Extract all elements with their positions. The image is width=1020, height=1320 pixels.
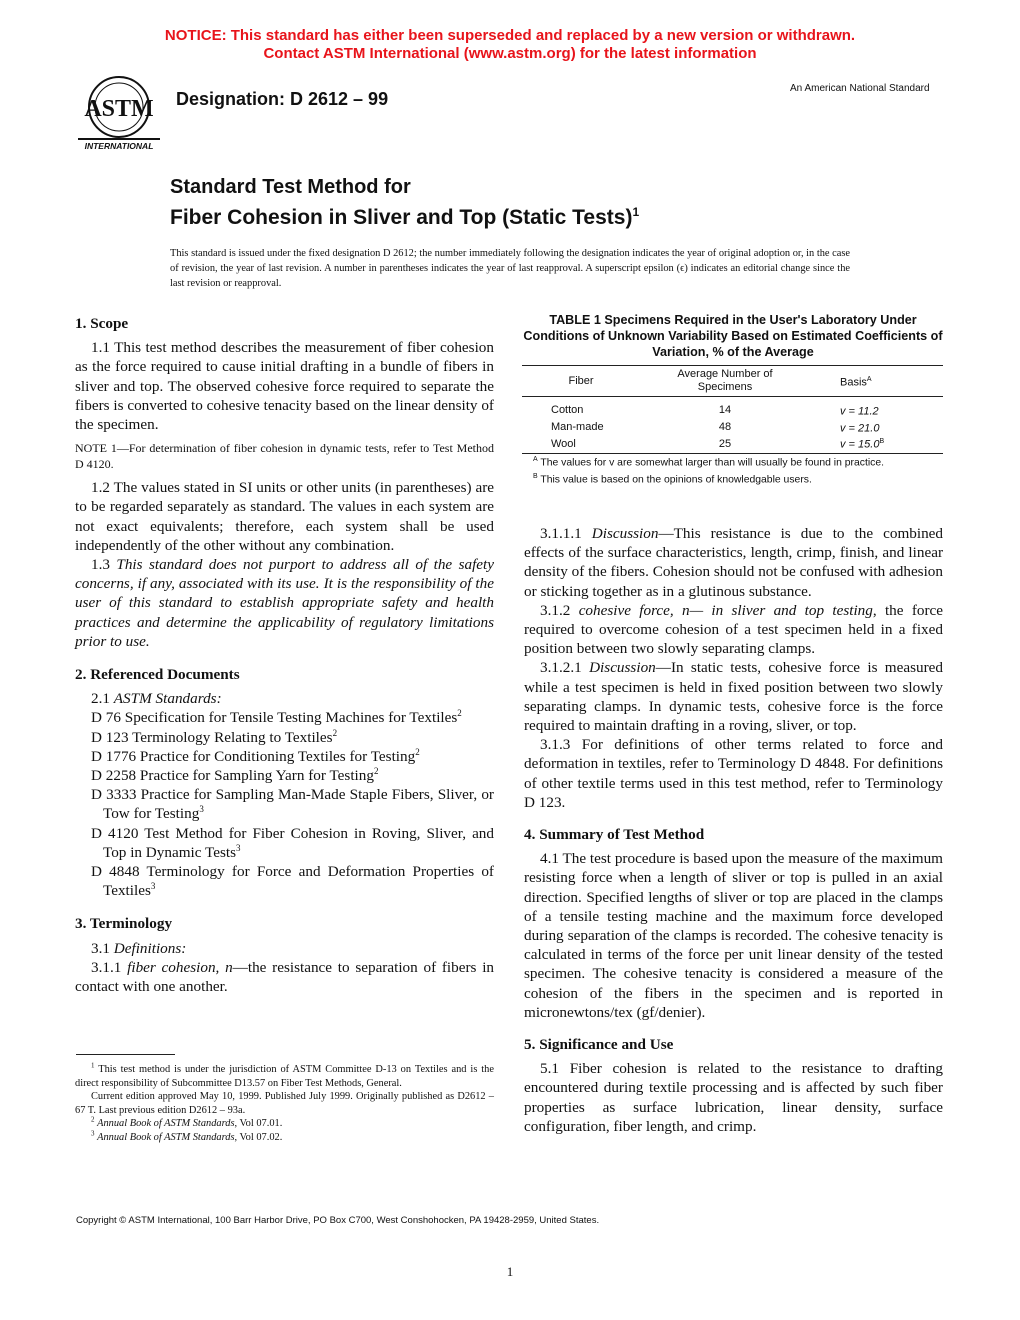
para-3-1-1-1	[524, 524, 943, 601]
col-header-basis	[810, 366, 943, 397]
left-column	[75, 314, 494, 996]
footnote-3	[75, 1131, 494, 1145]
designation: Designation: D 2612 – 99	[176, 89, 389, 109]
cell-basis-value: v = 21.0	[840, 422, 880, 435]
cell-basis	[810, 435, 943, 453]
footnote-3-book: Annual Book of ASTM Standards	[97, 1131, 235, 1143]
discussion-label: Discussion	[589, 659, 656, 677]
ref-text: D 1776 Practice for Conditioning Textiles for Testing	[91, 747, 416, 765]
ref-text: D 123 Terminology Relating to Textiles	[91, 728, 333, 746]
ref-sup: 2	[373, 766, 379, 776]
para-3-1-1-1-text: —This resistance is due to the combined effects of the surface characteristics, length, crimp, finish, and linear density of the fibers. Cohesion should not be confused with adhesion or sticking together as in a glutinous substance.	[524, 525, 943, 600]
table-1-notes	[533, 453, 884, 488]
cell-number: 48	[718, 420, 732, 433]
para-3-1-1-1-number: 3.1.1.1	[540, 525, 592, 542]
table-row	[522, 397, 943, 419]
para-3-1-2-1	[524, 658, 943, 735]
right-column	[524, 524, 943, 1136]
para-3-1-2-text: , the force required to overcome cohesion of a test specimen held in a fixed position between two slowly separating clamps.	[524, 601, 944, 658]
table-1	[522, 365, 943, 454]
cell-number: 25	[718, 437, 732, 450]
table-note-a	[533, 453, 884, 470]
cell-fiber: Man-made	[551, 420, 604, 433]
footnote-1-mark: 1	[91, 1061, 95, 1070]
section-4-heading: 4. Summary of Test Method	[524, 826, 705, 844]
term-cohesive-force: cohesive force, n— in sliver and top testing	[578, 601, 873, 619]
ref-sup: 3	[199, 804, 204, 815]
ref-sup: 2	[332, 727, 338, 738]
footnote-2-book: Annual Book of ASTM Standards	[97, 1118, 235, 1129]
para-1-3-number: 1.3	[91, 556, 117, 574]
national-standard-label: An American National Standard	[790, 83, 930, 94]
footnote-2	[75, 1117, 494, 1131]
col-header-number	[640, 366, 810, 397]
para-3-1-1-number: 3.1.1	[91, 958, 128, 976]
title-line-2	[170, 199, 639, 231]
cell-basis-value: v = 11.2	[840, 405, 879, 418]
col-header-fiber: Fiber	[568, 374, 594, 387]
cell-fiber: Cotton	[551, 404, 584, 417]
table-row	[522, 435, 943, 453]
ref-item	[75, 766, 494, 785]
cell-basis-value: v = 15.0	[840, 438, 880, 451]
table-note-a-text: The values for v are somewhat larger than will usually be found in practice.	[540, 457, 885, 469]
para-1-2: 1.2 The values stated in SI units or other units (in parentheses) are to be regarded separately as standard. The values in each system are not exact equivalents; therefore, each system shall be used independently of the other without any combination.	[75, 479, 494, 554]
para-3-1-1	[75, 958, 494, 996]
para-2-1-text: ASTM Standards:	[113, 690, 222, 708]
cell-basis	[810, 397, 943, 419]
para-5-1: 5.1 Fiber cohesion is related to the resistance to drafting encountered during textile processing and is affected by such fiber properties as surface lubrication, linear density, surface configuration, fiber length, and crimp.	[524, 1060, 943, 1135]
notice-line-1: NOTICE: This standard has either been superseded and replaced by a new version or withdrawn.	[164, 27, 856, 44]
cell-number: 14	[718, 404, 732, 417]
issuance-statement: This standard is issued under the fixed designation D 2612; the number immediately following the designation indicates the year of original adoption or, in the case of revision, the year of last revision. A number in parentheses indicates the year of last reapproval. A superscript epsilon (ϵ) indicates an editorial change since the last revision or reapproval.	[170, 248, 851, 289]
table-note-b-mark: B	[533, 473, 538, 481]
footnote-1-text: This test method is under the jurisdiction of ASTM Committee D-13 on Textiles and is the direct responsibility of Subcommittee D13.57 on Fiber Test Methods, General.	[75, 1064, 494, 1089]
para-3-1-2-1-text: —In static tests, cohesive force is measured while a test specimen is held in fixed position between two slowly separating clamps. In dynamic tests, cohesive force is the force required to maintain drafting in a roving, sliver, or top.	[524, 659, 944, 735]
title-line-1: Standard Test Method for	[170, 176, 411, 198]
astm-logo	[76, 74, 162, 152]
ref-sup: 3	[150, 881, 156, 892]
title-footnote-ref: 1	[632, 205, 640, 219]
table-1-caption	[522, 312, 944, 360]
table-note-b	[533, 470, 884, 487]
table-1-label: TABLE 1	[549, 313, 601, 327]
ref-text: D 4120 Test Method for Fiber Cohesion in Roving, Sliver, and Top in Dynamic Tests	[91, 824, 494, 861]
document-title	[170, 175, 639, 231]
ref-text: D 4848 Terminology for Force and Deformation Properties of Textiles	[91, 863, 494, 900]
ref-sup: 2	[457, 708, 462, 719]
para-3-1-3: 3.1.3 For definitions of other terms related to force and deformation in textiles, refer to Terminology D 4848. For definitions of other textile terms used in this test method, refer to Terminology D 123.	[524, 736, 943, 811]
section-5-heading: 5. Significance and Use	[524, 1036, 674, 1054]
footnote-2-mark: 2	[91, 1115, 95, 1124]
table-note-b-text: This value is based on the opinions of knowledgable users.	[540, 474, 812, 486]
para-2-1-number: 2.1	[91, 690, 114, 708]
ref-text: D 2258 Practice for Sampling Yarn for Testing	[91, 767, 374, 785]
footnote-3-mark: 3	[91, 1129, 95, 1138]
title-main: Fiber Cohesion in Sliver and Top (Static Tests)	[170, 206, 633, 229]
table-1-caption-text: Specimens Required in the User's Laboratory Under Conditions of Unknown Variability Based on Estimated Coefficients of Variation, % of the Average	[523, 313, 943, 359]
para-3-1-2	[524, 601, 943, 659]
para-2-1	[75, 689, 494, 708]
para-3-1-text: Definitions:	[113, 939, 187, 957]
footnote-1	[75, 1063, 494, 1090]
logo-wordmark: ASTM	[84, 96, 154, 122]
para-1-3-text: This standard does not purport to address all of the safety concerns, if any, associated with its use. It is the responsibility of the user of this standard to establish appropriate safety and health practices and determine the applicability of regulatory limitations prior to use.	[75, 556, 495, 650]
footnote-current-edition: Current edition approved May 10, 1999. Published July 1999. Originally published as D2612 – 67 T. Last previous edition D2612 – 93a.	[75, 1091, 494, 1116]
table-row	[522, 419, 943, 436]
logo-international: INTERNATIONAL	[84, 141, 154, 151]
section-2-heading: 2. Referenced Documents	[75, 666, 240, 684]
page-number: 1	[506, 1264, 514, 1279]
ref-item	[75, 785, 494, 823]
ref-text: D 3333 Practice for Sampling Man-Made Staple Fibers, Sliver, or Tow for Testing	[91, 786, 494, 823]
para-3-1-2-1-number: 3.1.2.1	[540, 659, 590, 677]
ref-sup: 3	[236, 842, 241, 853]
col-header-basis-text: Basis	[840, 376, 867, 389]
ref-item	[75, 824, 494, 862]
cell-fiber: Wool	[551, 437, 576, 450]
ref-item	[75, 862, 494, 900]
para-4-1: 4.1 The test procedure is based upon the measure of the maximum resisting force when a length of sliver or top is pulled in an axial direction. Specified lengths of sliver or top are placed in the clamps of a tensile testing machine and the maximum force developed during separation of the clamps is recorded. The cohesive tenacity is calculated in terms of the force per unit linear density of the tested specimen. The cohesive tenacity is considered a measure of the cohesion of the fibers in the specimen and is reported in micronewtons/tex (gf/denier).	[524, 850, 943, 1021]
ref-item	[75, 708, 494, 727]
footnotes	[75, 1063, 494, 1144]
ref-text: D 76 Specification for Tensile Testing Machines for Textiles	[91, 709, 458, 727]
table-note-a-mark: A	[533, 456, 538, 463]
col-header-number-text: Average Number of Specimens	[677, 368, 773, 393]
term-fiber-cohesion: fiber cohesion, n	[127, 958, 233, 976]
supersession-notice	[0, 27, 1020, 63]
cell-basis-sup: B	[879, 438, 885, 446]
discussion-label: Discussion	[591, 525, 659, 542]
section-1-heading: 1. Scope	[75, 315, 129, 332]
cell-basis	[810, 419, 943, 436]
para-1-3	[75, 555, 494, 651]
ref-item	[75, 747, 494, 766]
para-3-1	[75, 939, 494, 958]
para-3-1-1-text: —the resistance to separation of fibers in contact with one another.	[75, 958, 495, 996]
para-3-1-2-number: 3.1.2	[540, 601, 579, 619]
para-3-1-number: 3.1	[91, 939, 114, 957]
footnote-2-vol: , Vol 07.01.	[234, 1118, 283, 1129]
section-3-heading: 3. Terminology	[75, 915, 173, 933]
notice-line-2: Contact ASTM International (www.astm.org) for the latest information	[263, 45, 757, 62]
ref-item	[75, 728, 494, 747]
footnote-3-vol: , Vol 07.02.	[234, 1131, 283, 1143]
footnote-rule	[76, 1054, 175, 1055]
basis-note-mark: A	[866, 375, 872, 383]
ref-sup: 2	[415, 746, 420, 757]
para-1-1: 1.1 This test method describes the measurement of fiber cohesion as the force required to cause initial drafting in a bundle of fibers in sliver and top. The observed cohesive force required to separate the fibers is converted to cohesive tenacity based on the linear density of the specimen.	[75, 339, 494, 434]
table-header-row	[522, 366, 943, 397]
note-1: NOTE 1—For determination of fiber cohesion in dynamic tests, refer to Test Method D 4120.	[75, 441, 494, 472]
copyright: Copyright © ASTM International, 100 Barr Harbor Drive, PO Box C700, West Conshohocken, PA 19428-2959, United States.	[76, 1215, 600, 1226]
